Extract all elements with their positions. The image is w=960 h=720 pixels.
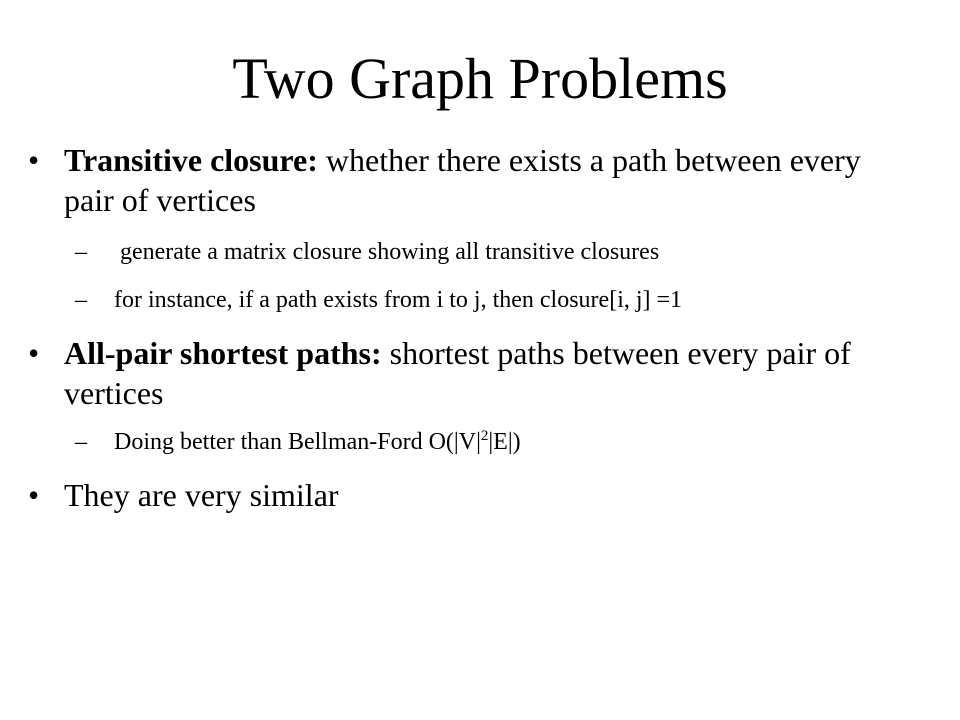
slide-title: Two Graph Problems — [232, 46, 728, 111]
bullet-term: All-pair shortest paths: — [64, 335, 382, 371]
sub-bullet-marker: – — [75, 429, 87, 455]
sub-bullet-text-before: Doing better than Bellman-Ford O(|V| — [114, 429, 481, 455]
bullet-text: shortest paths between every pair of vertices — [64, 335, 851, 411]
sub-bullet-text: for instance, if a path exists from i to j, then closure[i, j] =1 — [114, 287, 683, 313]
sub-bullet-bellman-ford — [28, 427, 908, 457]
bullet-marker: • — [28, 142, 40, 178]
sub-bullet-generate-matrix — [28, 237, 908, 267]
sub-bullet-marker: – — [75, 287, 87, 313]
bullet-marker: • — [28, 477, 40, 513]
superscript: 2 — [480, 428, 489, 444]
sub-bullet-text: generate a matrix closure showing all transitive closures — [114, 239, 660, 265]
bullet-text: whether there exists a path between every pair of vertices — [64, 142, 861, 218]
bullet-term: Transitive closure: — [64, 142, 318, 178]
bullet-transitive-closure — [28, 140, 908, 220]
bullet-all-pair-shortest-paths — [28, 333, 908, 413]
sub-bullet-marker: – — [75, 239, 87, 265]
bullet-very-similar — [28, 475, 908, 515]
bullet-marker: • — [28, 335, 40, 371]
sub-bullet-text-after: |E|) — [488, 429, 521, 455]
sub-bullet-for-instance — [28, 285, 908, 315]
slide-content — [28, 140, 908, 515]
bullet-text: They are very similar — [64, 477, 339, 513]
